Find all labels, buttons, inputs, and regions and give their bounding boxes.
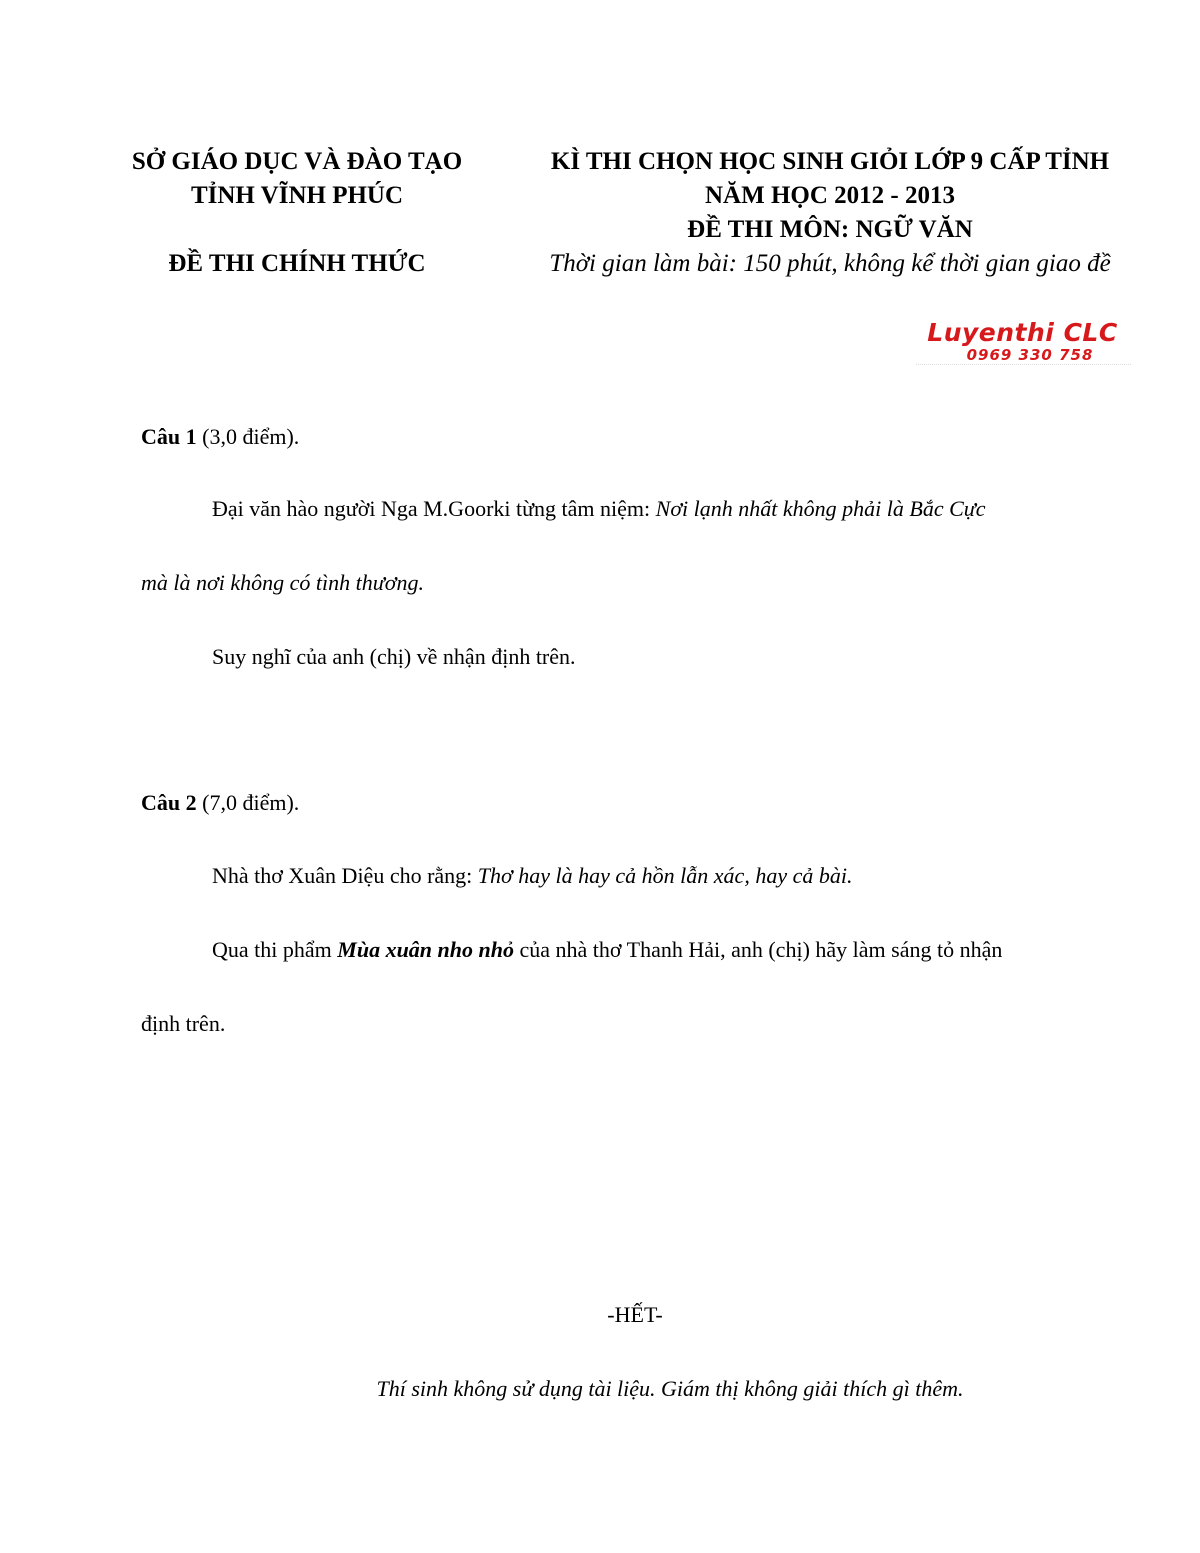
issuer-department: SỞ GIÁO DỤC VÀ ĐÀO TẠO <box>131 148 463 175</box>
question1-quote-part2: mà là nơi không có tình thương. <box>141 570 424 595</box>
exam-subject: ĐỀ THI MÔN: NGỮ VĂN <box>687 216 973 243</box>
question2-task-line2: định trên. <box>141 1011 226 1036</box>
question2-quote: Thơ hay là hay cả hồn lẫn xác, hay cả bài. <box>477 863 853 888</box>
question1-line1 <box>212 494 986 524</box>
question2-task-prefix: Qua thi phẩm <box>212 937 338 962</box>
exam-title-block <box>530 145 1130 281</box>
brand-logo <box>910 318 1135 368</box>
question1-quote-part1: Nơi lạnh nhất không phải là Bắc Cực <box>655 496 986 521</box>
logo-brand-text: Luyenthi CLC <box>927 318 1118 347</box>
question1-label: Câu 1 <box>141 424 197 449</box>
question2-points: (7,0 điểm). <box>196 790 300 815</box>
question1-intro: Đại văn hào người Nga M.Goorki từng tâm niệm: <box>212 496 656 521</box>
question1-task: Suy nghĩ của anh (chị) về nhận định trên. <box>212 644 576 669</box>
school-year: NĂM HỌC 2012 - 2013 <box>705 182 955 209</box>
question2-poem-title: Mùa xuân nho nhỏ <box>337 937 514 962</box>
issuer-province: TỈNH VĨNH PHÚC <box>190 182 404 209</box>
question1-heading <box>141 422 299 452</box>
official-exam-label: ĐỀ THI CHÍNH THỨC <box>168 250 426 277</box>
footer-note: Thí sinh không sử dụng tài liệu. Giám thị không giải thích gì thêm. <box>376 1376 964 1401</box>
question1-points: (3,0 điểm). <box>196 424 300 449</box>
question2-label: Câu 2 <box>141 790 197 815</box>
logo-dotted-rule <box>916 364 1131 366</box>
question2-intro: Nhà thơ Xuân Diệu cho rằng: <box>212 863 478 888</box>
question2-task-suffix: của nhà thơ Thanh Hải, anh (chị) hãy làm sáng tỏ nhận <box>513 937 1003 962</box>
question2-line1 <box>212 861 852 891</box>
exam-title: KÌ THI CHỌN HỌC SINH GIỎI LỚP 9 CẤP TỈNH <box>550 148 1110 175</box>
question2-heading <box>141 788 299 818</box>
logo-phone-text: 0969 330 758 <box>966 346 1094 364</box>
end-mark: -HẾT- <box>607 1302 663 1327</box>
question2-task-line1 <box>212 935 1002 965</box>
exam-duration: Thời gian làm bài: 150 phút, không kể thời gian giao đề <box>549 250 1111 277</box>
issuer-block <box>97 145 497 281</box>
